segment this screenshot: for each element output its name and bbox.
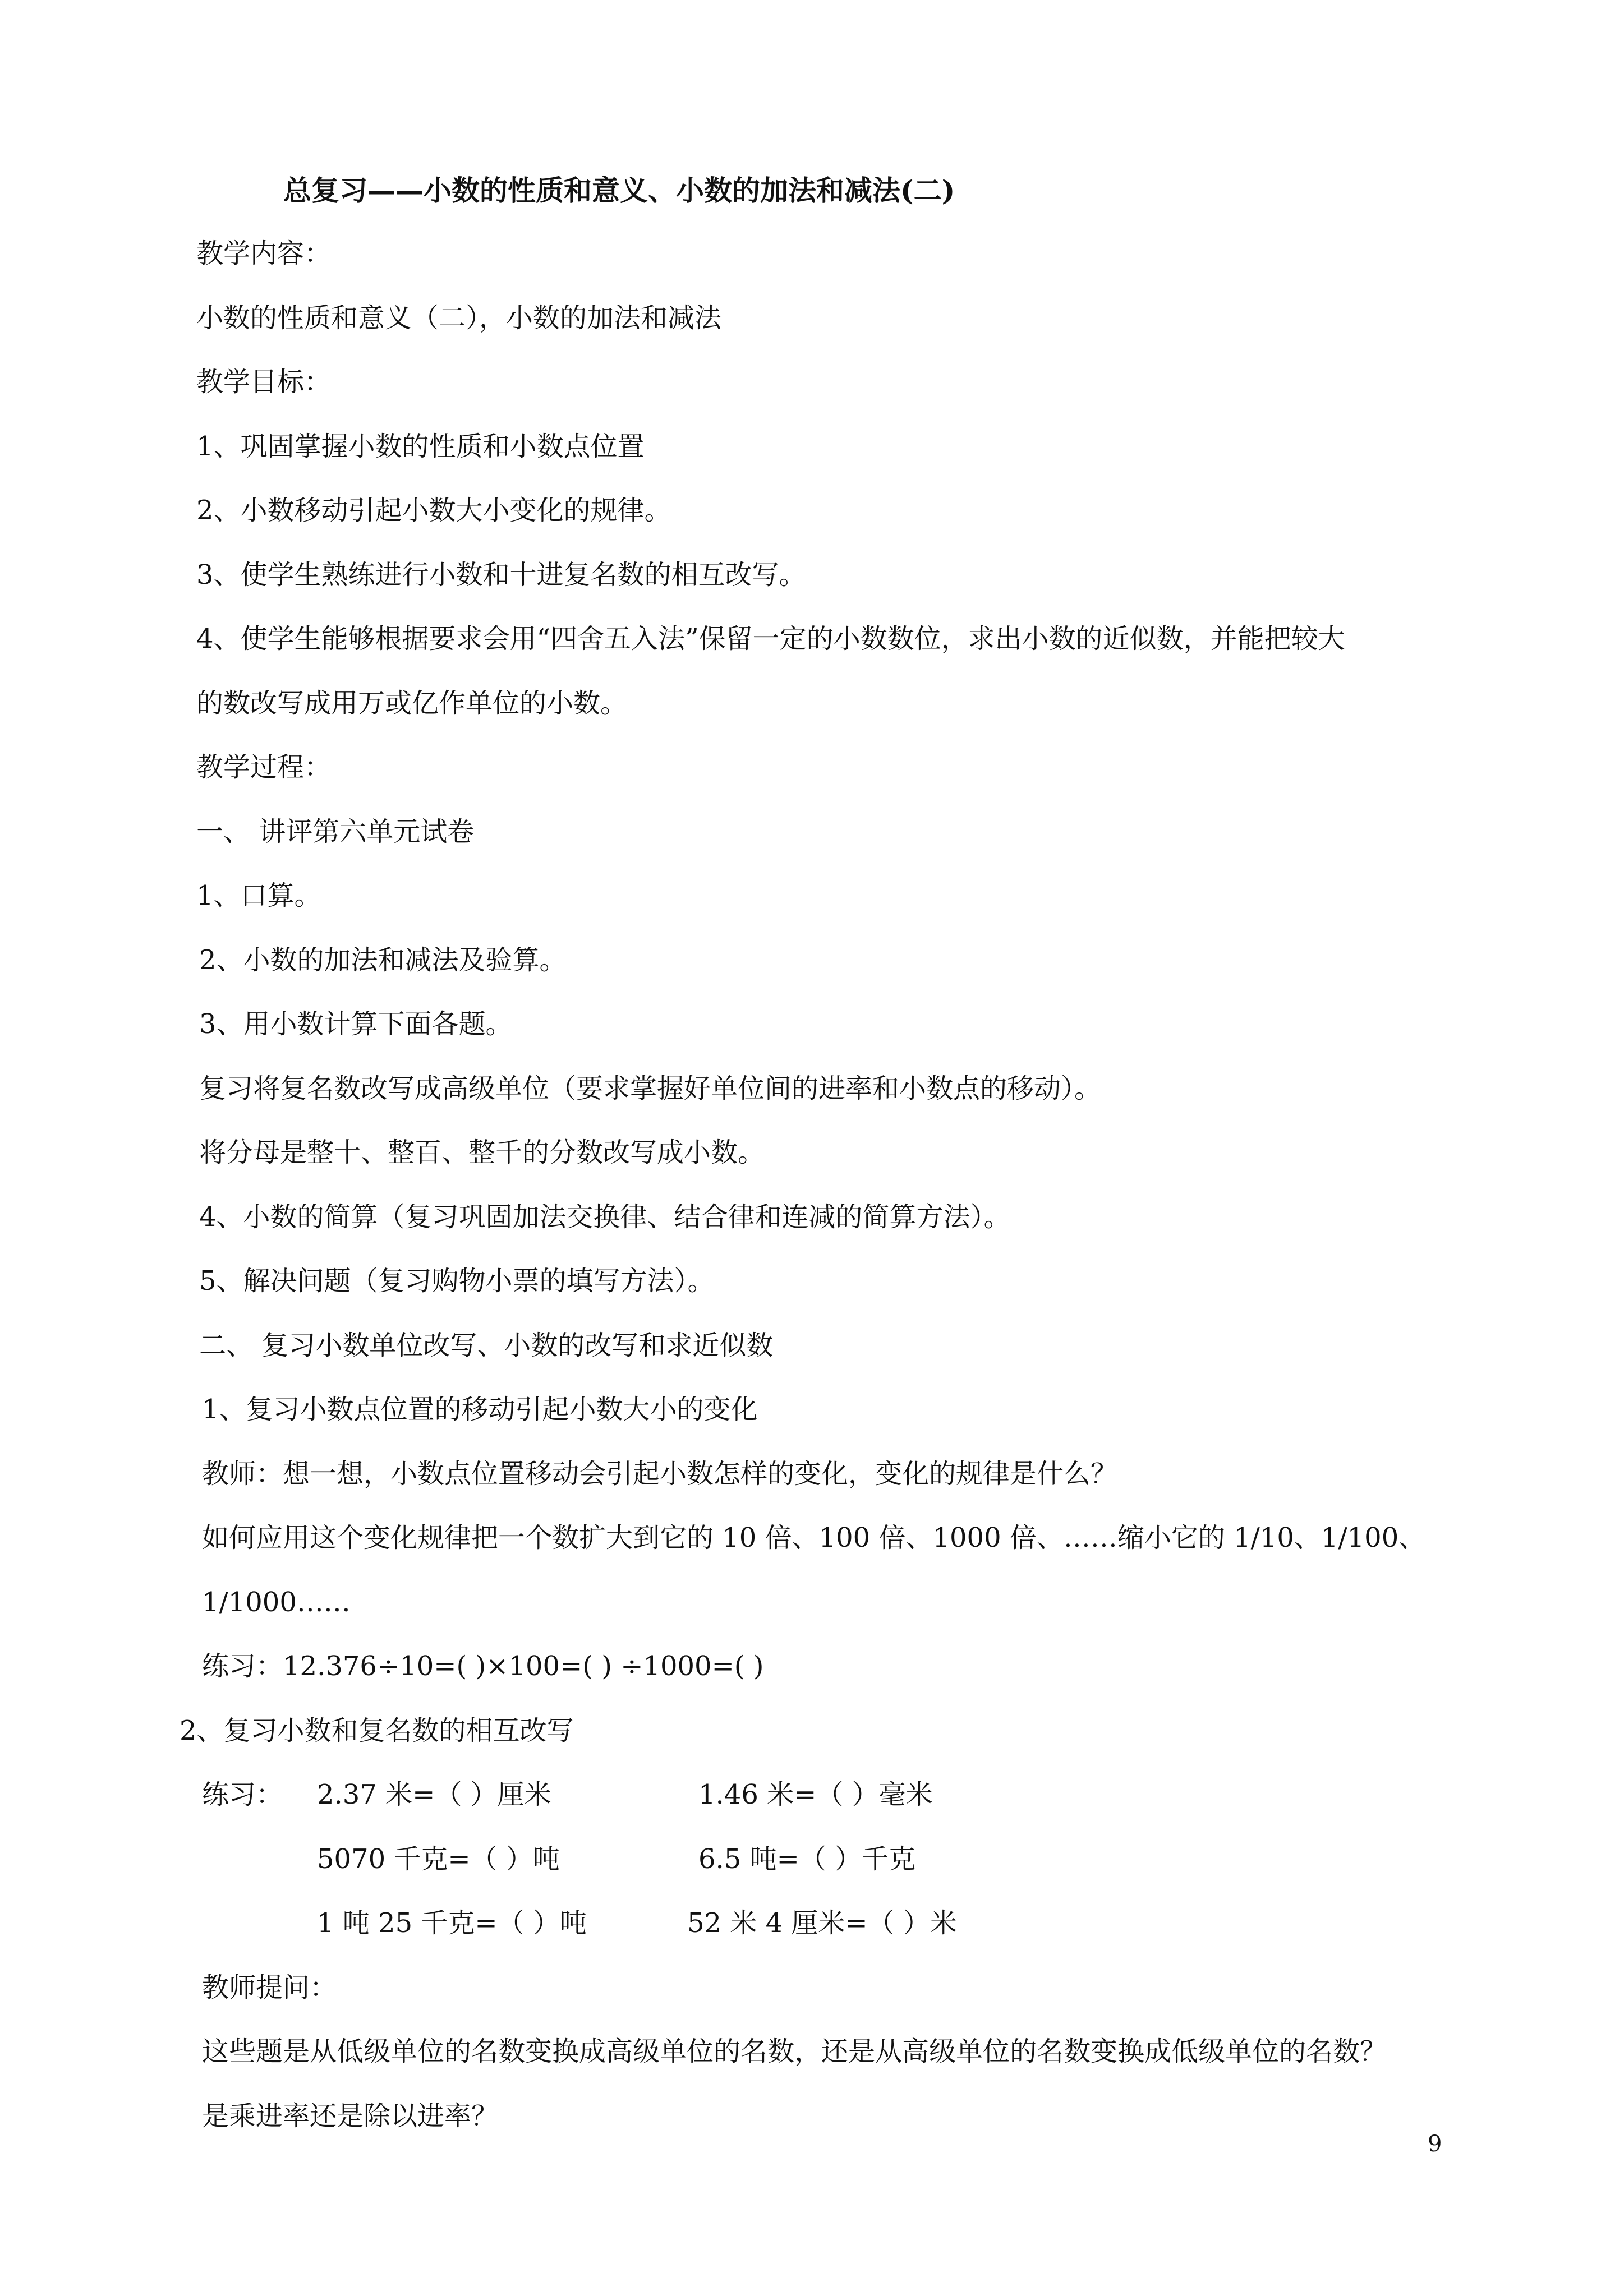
apply-text-line-2: 1/1000…… (202, 1587, 351, 1618)
teaching-goals-label: 教学目标： (196, 366, 332, 398)
practice-1: 练习：12.376÷10=( )×100=( ) ÷1000=( ) (202, 1650, 764, 1682)
teacher-question-1: 教师：想一想，小数点位置移动会引起小数怎样的变化，变化的规律是什么？ (202, 1458, 1118, 1490)
teacher-question-label: 教师提问： (202, 1972, 337, 2003)
section-1-item-3a: 复习将复名数改写成高级单位（要求掌握好单位间的进率和小数点的移动）。 (199, 1073, 1102, 1104)
practice-2-row-1-right: 1.46 米=（ ）毫米 (698, 1779, 933, 1810)
section-2-item-1: 1、复习小数点位置的移动引起小数大小的变化 (202, 1394, 758, 1425)
section-1-item-4: 4、小数的简算（复习巩固加法交换律、结合律和连减的简算方法）。 (199, 1201, 1011, 1233)
goal-item-4-continued: 的数改写成用万或亿作单位的小数。 (196, 688, 628, 719)
page-number: 9 (1428, 2131, 1442, 2157)
section-1-item-5: 5、解决问题（复习购物小票的填写方法）。 (199, 1265, 715, 1297)
practice-2-row-3-left: 1 吨 25 千克=（ ）吨 (317, 1907, 587, 1939)
section-2-item-2: 2、复习小数和复名数的相互改写 (180, 1715, 574, 1746)
teacher-question-line-1: 这些题是从低级单位的名数变换成高级单位的名数，还是从高级单位的名数变换成低级单位的名数？ (202, 2036, 1387, 2067)
goal-item-3: 3、使学生熟练进行小数和十进复名数的相互改写。 (196, 559, 806, 591)
apply-text-line-1: 如何应用这个变化规律把一个数扩大到它的 10 倍、100 倍、1000 倍、……缩小它的 1/10、1/100、 (202, 1522, 1426, 1553)
teaching-process-label: 教学过程： (196, 751, 332, 783)
section-1-item-1: 1、口算。 (196, 880, 321, 911)
section-1-item-3: 3、用小数计算下面各题。 (199, 1008, 513, 1040)
practice-2-row-1-left: 2.37 米=（ ）厘米 (317, 1779, 551, 1810)
teaching-content-label: 教学内容： (196, 238, 332, 269)
goal-item-4: 4、使学生能够根据要求会用“四舍五入法”保留一定的小数数位，求出小数的近似数，并能把较大 (196, 623, 1345, 654)
practice-2-label: 练习： (202, 1779, 283, 1810)
goal-item-2: 2、小数移动引起小数大小变化的规律。 (196, 495, 671, 526)
section-1-heading: 一、 讲评第六单元试卷 (196, 816, 475, 847)
practice-2-row-3-right: 52 米 4 厘米=（ ）米 (687, 1907, 957, 1939)
section-2-heading: 二、 复习小数单位改写、小数的改写和求近似数 (199, 1330, 774, 1361)
practice-2-row-2-right: 6.5 吨=（ ）千克 (698, 1843, 916, 1875)
practice-2-row-2-left: 5070 千克=（ ）吨 (317, 1843, 560, 1875)
section-1-item-3b: 将分母是整十、整百、整千的分数改写成小数。 (199, 1137, 765, 1168)
goal-item-1: 1、巩固掌握小数的性质和小数点位置 (196, 431, 645, 462)
page-title: 总复习——小数的性质和意义、小数的加法和减法(二) (283, 174, 955, 207)
teacher-question-line-2: 是乘进率还是除以进率？ (202, 2100, 499, 2132)
teaching-content-text: 小数的性质和意义（二），小数的加法和减法 (196, 302, 722, 334)
section-1-item-2: 2、小数的加法和减法及验算。 (199, 944, 567, 976)
